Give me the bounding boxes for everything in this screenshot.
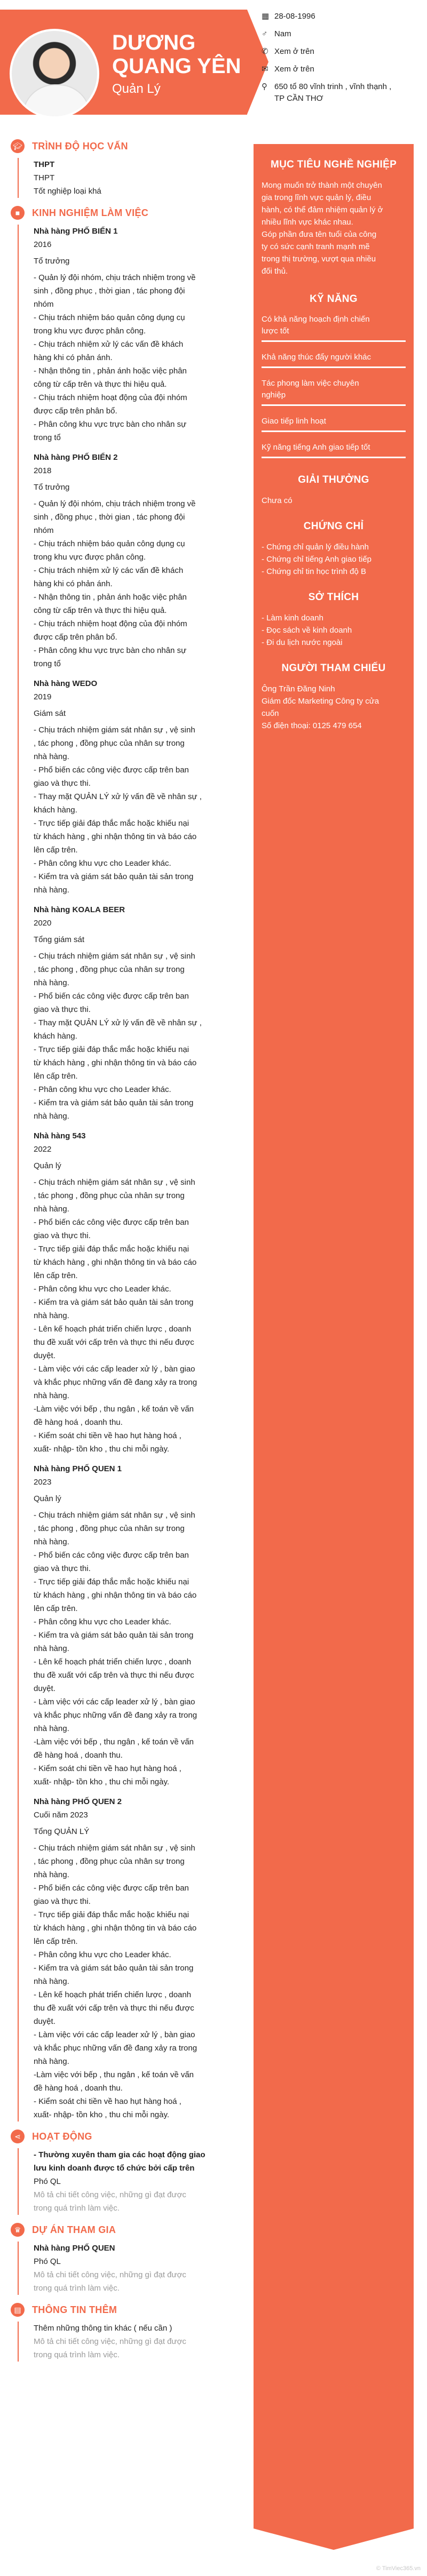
skill-bar — [262, 366, 406, 368]
job-duty-line: - Chịu trách nhiệm hoạt động của đội nhóm — [34, 393, 187, 402]
job-position: Quản lý — [34, 1494, 61, 1503]
job-duty-line: - Chịu trách nhiệm xử lý các vấn đề khách — [34, 340, 184, 349]
skill-item: Có khả năng hoạch định chiến lược tốt — [262, 314, 406, 342]
job-duty-line: từ khách hàng , ghi nhận thông tin và báo cáo — [34, 1058, 197, 1067]
job-company: Nhà hàng PHỐ QUEN 2 — [34, 1797, 122, 1806]
job-duty-line: nhà hàng. — [34, 1391, 69, 1400]
job-duty-line: , tác phong , đồng phục của nhân sự trong — [34, 1857, 185, 1866]
job-duty-line: xuất- nhập- tồn kho , thu chi mỗi ngày. — [34, 1777, 170, 1787]
job-duty-line: - Chịu trách nhiệm báo quản công dụng cụ — [34, 313, 185, 322]
job-duty-line: - Kiểm tra và giám sát bảo quản tài sản trong — [34, 1298, 194, 1307]
job-duty-line: - Trực tiếp giải đáp thắc mắc hoặc khiếu nại — [34, 1245, 189, 1254]
job-duty-line: - Trực tiếp giải đáp thắc mắc hoặc khiếu nại — [34, 819, 189, 828]
job-duty-line: đề hàng hoá , doanh thu. — [34, 1418, 123, 1427]
job-position: Tổng giám sát — [34, 935, 85, 944]
job-position: Giám sát — [34, 709, 66, 718]
job-duty-line: - Phân công khu vực cho Leader khác. — [34, 1617, 171, 1626]
job-company: Nhà hàng KOALA BEER — [34, 905, 125, 914]
job-year: 2020 — [34, 919, 52, 928]
right-column-arrow — [254, 2529, 414, 2550]
job-duty-line: nhà hàng. — [34, 2057, 69, 2066]
job-duty-line: duyệt. — [34, 1351, 56, 1360]
job-duty-line: lên cấp trên. — [34, 1604, 78, 1613]
job-duty-line: - Phân công khu vực cho Leader khác. — [34, 859, 171, 868]
contact-gender: ♂ Nam — [262, 28, 411, 40]
job-company: Nhà hàng PHỐ QUEN 1 — [34, 1464, 122, 1473]
job-duty-line: đề hàng hoá , doanh thu. — [34, 1751, 123, 1760]
skills-title: KỸ NĂNG — [310, 293, 358, 305]
job-duty-line: nhà hàng. — [34, 1112, 69, 1121]
job-duty-line: và khắc phục những vấn đề đang xảy ra trong — [34, 2044, 197, 2053]
job-duty-line: duyệt. — [34, 1684, 56, 1693]
job-year: 2018 — [34, 466, 52, 475]
skill-bar — [262, 457, 406, 458]
projects-section: ♛ DỰ ÁN THAM GIA Nhà hàng PHỐ QUEN Phó QL Mô tả chi tiết công việc, những gì đạt được trong quá trình làm việc. — [11, 2222, 235, 2295]
job-duty-line: lên cấp trên. — [34, 846, 78, 855]
job-duty-line: từ khách hàng , ghi nhận thông tin và báo cáo — [34, 1258, 197, 1267]
more-info-title: THÔNG TIN THÊM — [32, 2304, 117, 2315]
job-duty-line: - Phổ biến các công việc được cấp trên ban — [34, 765, 189, 775]
job-entry — [34, 1123, 235, 1456]
job-duty-line: nhà hàng. — [34, 1537, 69, 1546]
job-position: Tổ trưởng — [34, 483, 70, 492]
awards-title: GIẢI THƯỞNG — [298, 474, 369, 485]
job-duty-line: - Trực tiếp giải đáp thắc mắc hoặc khiếu nại — [34, 1577, 189, 1586]
candidate-role: Quản Lý — [112, 82, 161, 96]
job-duty-line: từ khách hàng , ghi nhận thông tin và báo cáo — [34, 1924, 197, 1933]
job-duty-line: nhóm — [34, 300, 54, 309]
job-duty-line: , tác phong , đồng phục của nhân sự trong — [34, 965, 185, 974]
job-duty-line: - Chịu trách nhiệm giám sát nhân sự , vệ sinh — [34, 952, 195, 961]
briefcase-icon: ■ — [11, 206, 25, 220]
job-duty-line: nhà hàng. — [34, 1977, 69, 1986]
skill-bar — [262, 430, 406, 432]
job-duty-line: - Phổ biến các công việc được cấp trên ban — [34, 1551, 189, 1560]
job-position: Tổ trưởng — [34, 257, 70, 266]
job-duty-line: - Phân công khu vực cho Leader khác. — [34, 1085, 171, 1094]
job-duty-line: - Kiểm tra và giám sát bảo quản tài sản trong — [34, 1098, 194, 1107]
activities-title: HOẠT ĐỘNG — [32, 2131, 92, 2142]
email-icon: ✉ — [262, 65, 268, 74]
job-duty-line: giao và thực thi. — [34, 779, 91, 788]
experience-section — [11, 205, 235, 2122]
job-year: 2023 — [34, 1478, 52, 1487]
job-duty-line: - Kiểm tra và giám sát bảo quản tài sản trong — [34, 1964, 194, 1973]
job-duty-line: - Lên kế hoạch phát triển chiến lược , doanh — [34, 1657, 192, 1666]
job-duty-line: thu đề xuất với cấp trên và thực thi nếu được — [34, 2004, 194, 2013]
job-duty-line: - Nhận thông tin , phản ánh hoặc việc phân — [34, 366, 187, 376]
education-title: TRÌNH ĐỘ HỌC VẤN — [32, 140, 128, 151]
job-duty-line: xuất- nhập- tồn kho , thu chi mỗi ngày. — [34, 2110, 170, 2119]
job-duty-line: sinh , đồng phục , thời gian , tác phong đội — [34, 286, 185, 296]
gender-icon: ♂ — [262, 29, 268, 38]
job-company: Nhà hàng PHỐ BIỂN 2 — [34, 453, 118, 462]
job-duty-line: hàng khi có phản ánh. — [34, 579, 113, 588]
job-duty-line: thu đề xuất với cấp trên và thực thi nếu được — [34, 1671, 194, 1680]
job-duty-line: giao và thực thi. — [34, 1564, 91, 1573]
job-duty-line: trong tổ — [34, 659, 61, 668]
job-duty-line: nhóm — [34, 526, 54, 535]
job-duty-line: nhà hàng. — [34, 1644, 69, 1653]
job-duty-line: , tác phong , đồng phục của nhân sự trong — [34, 1191, 185, 1200]
job-duty-line: nhà hàng. — [34, 1205, 69, 1214]
job-duty-line: - Chịu trách nhiệm giám sát nhân sự , vệ sinh — [34, 1844, 195, 1853]
job-duty-line: - Chịu trách nhiệm giám sát nhân sự , vệ sinh — [34, 725, 195, 735]
job-duty-line: - Kiểm tra và giám sát bảo quản tài sản trong — [34, 872, 194, 881]
activities-section: ⋖ HOẠT ĐỘNG - Thường xuyên tham gia các hoạt động giao lưu kinh doanh được tổ chức bởi cấp trên Phó QL Mô tả chi tiết công việc, những gì đạt được trong quá trình làm việc. — [11, 2129, 235, 2215]
job-duty-line: - Phân công khu vực trực bàn cho nhân sự — [34, 646, 187, 655]
skill-item: Kỹ năng tiếng Anh giao tiếp tốt — [262, 442, 406, 458]
job-year: 2016 — [34, 240, 52, 249]
skill-bar — [262, 404, 406, 406]
job-company: Nhà hàng WEDO — [34, 679, 98, 688]
job-duty-line: giao và thực thi. — [34, 1231, 91, 1240]
job-duty-line: lên cấp trên. — [34, 1271, 78, 1280]
job-duty-line: sinh , đồng phục , thời gian , tác phong đội — [34, 513, 185, 522]
objective-text: Mong muốn trở thành một chuyên gia trong lĩnh vực quản lý, điều hành, có thể đảm nhiệm quản lý ở nhiều lĩnh vực khác nhau. Góp phần đưa tên tuổi của công ty có sức cạnh tranh mạnh mẽ trong thị trường, vượt qua nhiều đối thủ. — [262, 181, 383, 276]
job-duty-line: - Kiểm soát chi tiền về hao hụt hàng hoá , — [34, 2097, 181, 2106]
job-duty-line: - Quản lý đội nhóm, chịu trách nhiệm trong về — [34, 273, 196, 282]
job-duty-line: và khắc phục những vấn đề đang xảy ra trong — [34, 1378, 197, 1387]
education-section: 🎓︎ TRÌNH ĐỘ HỌC VẤN THPT THPT Tốt nghiệp loại khá — [11, 139, 235, 198]
job-duty-line: trong khu vực được phân công. — [34, 553, 146, 562]
certificates-text: - Chứng chỉ quản lý điều hành - Chứng chỉ tiếng Anh giao tiếp - Chứng chỉ tin học trình độ B — [262, 543, 372, 576]
right-column — [262, 150, 406, 732]
job-duty-line: hàng khi có phản ánh. — [34, 353, 113, 362]
job-duty-line: - Quản lý đội nhóm, chịu trách nhiệm trong về — [34, 499, 196, 508]
job-company: Nhà hàng 543 — [34, 1131, 86, 1141]
job-duty-line: - Phân công khu vực cho Leader khác. — [34, 1285, 171, 1294]
job-duty-line: - Làm việc với các cấp leader xử lý , bàn giao — [34, 1365, 195, 1374]
job-duty-line: - Lên kế hoạch phát triển chiến lược , doanh — [34, 1325, 192, 1334]
job-duty-line: lên cấp trên. — [34, 1072, 78, 1081]
job-position: Tổng QUẢN LÝ — [34, 1827, 90, 1836]
location-icon: ⚲ — [262, 82, 267, 91]
calendar-icon: ▦ — [262, 12, 270, 21]
job-duty-line: khách hàng. — [34, 806, 77, 815]
job-duty-line: - Kiểm soát chi tiền về hao hụt hàng hoá , — [34, 1431, 181, 1440]
job-duty-line: khách hàng. — [34, 1032, 77, 1041]
job-duty-line: duyệt. — [34, 2017, 56, 2026]
job-duty-line: , tác phong , đồng phục của nhân sự trong — [34, 1524, 185, 1533]
contact-dob: ▦ 28-08-1996 — [262, 11, 411, 22]
job-entry — [34, 1456, 235, 1789]
job-entry — [34, 1789, 235, 2122]
job-duty-line: - Chịu trách nhiệm giám sát nhân sự , vệ sinh — [34, 1178, 195, 1187]
hobbies-title: SỞ THÍCH — [308, 592, 359, 603]
contact-phone: ✆ Xem ở trên — [262, 46, 411, 58]
hobbies-text: - Làm kinh doanh - Đọc sách về kinh doanh - Đi du lịch nước ngoài — [262, 613, 352, 647]
job-duty-line: - Trực tiếp giải đáp thắc mắc hoặc khiếu nại — [34, 1045, 189, 1054]
reference-text: Ông Trần Đăng Ninh Giám đốc Marketing Công ty cửa cuốn Số điện thoại: 0125 479 654 — [262, 684, 379, 730]
job-duty-line: - Phổ biến các công việc được cấp trên ban — [34, 992, 189, 1001]
job-duty-line: nhà hàng. — [34, 886, 69, 895]
job-entry — [34, 225, 235, 444]
job-duty-line: -Làm việc với bếp , thu ngân , kế toán về vấn — [34, 2070, 194, 2079]
job-duty-line: - Chịu trách nhiệm xử lý các vấn đề khách — [34, 566, 184, 575]
skill-bar — [262, 340, 406, 342]
job-duty-line: công từ cấp trên và thực thi hiệu quả. — [34, 606, 167, 615]
job-duty-line: - Nhận thông tin , phản ánh hoặc việc phân — [34, 593, 187, 602]
job-duty-line: - Chịu trách nhiệm báo quản công dụng cụ — [34, 539, 185, 548]
job-duty-line: - Chịu trách nhiệm hoạt động của đội nhóm — [34, 619, 187, 628]
contact-email: ✉ Xem ở trên — [262, 63, 411, 75]
job-duty-line: - Thay mặt QUẢN LÝ xử lý vấn đề về nhân sự , — [34, 792, 202, 801]
job-duty-line: nhà hàng. — [34, 1311, 69, 1320]
footer-watermark: © TimViec365.vn — [376, 2565, 421, 2572]
contact-address: ⚲ 650 tổ 80 vĩnh trinh , vĩnh thạnh , TP CẦN THƠ — [262, 82, 392, 103]
avatar — [10, 29, 99, 118]
certificates-title: CHỨNG CHỈ — [303, 521, 364, 532]
job-duty-line: nhà hàng. — [34, 1724, 69, 1733]
job-duty-line: trong khu vực được phân công. — [34, 326, 146, 336]
objective-title: MỤC TIÊU NGHỀ NGHIỆP — [270, 159, 397, 170]
job-duty-line: - Làm việc với các cấp leader xử lý , bàn giao — [34, 2030, 195, 2039]
job-duty-line: và khắc phục những vấn đề đang xảy ra trong — [34, 1711, 197, 1720]
document-icon: ▤ — [11, 2303, 25, 2317]
reference-title: NGƯỜI THAM CHIẾU — [281, 663, 386, 674]
job-duty-line: nhà hàng. — [34, 978, 69, 987]
job-duty-line: - Phân công khu vực trực bàn cho nhân sự — [34, 420, 187, 429]
job-entry — [34, 444, 235, 671]
job-duty-line: - Thay mặt QUẢN LÝ xử lý vấn đề về nhân sự , — [34, 1018, 202, 1027]
skill-item: Tác phong làm việc chuyên nghiệp — [262, 378, 406, 406]
skill-item: Khả năng thúc đẩy người khác — [262, 352, 406, 368]
left-column — [11, 139, 235, 2369]
job-duty-line: , tác phong , đồng phục của nhân sự trong — [34, 739, 185, 748]
projects-title: DỰ ÁN THAM GIA — [32, 2224, 116, 2235]
job-duty-line: - Phổ biến các công việc được cấp trên ban — [34, 1884, 189, 1893]
job-duty-line: nhà hàng. — [34, 752, 69, 761]
job-duty-line: -Làm việc với bếp , thu ngân , kế toán về vấn — [34, 1405, 194, 1414]
job-duty-line: - Trực tiếp giải đáp thắc mắc hoặc khiếu nại — [34, 1910, 189, 1919]
job-duty-line: xuất- nhập- tồn kho , thu chi mỗi ngày. — [34, 1445, 170, 1454]
job-duty-line: giao và thực thi. — [34, 1005, 91, 1014]
job-duty-line: - Kiểm tra và giám sát bảo quản tài sản trong — [34, 1631, 194, 1640]
job-company: Nhà hàng PHỐ BIỂN 1 — [34, 227, 118, 236]
job-entry — [34, 671, 235, 897]
job-duty-line: từ khách hàng , ghi nhận thông tin và báo cáo — [34, 832, 197, 841]
awards-text: Chưa có — [262, 496, 292, 505]
job-year: 2019 — [34, 692, 52, 701]
phone-icon: ✆ — [262, 47, 268, 56]
job-duty-line: được cấp trên phân bổ. — [34, 633, 117, 642]
experience-list — [18, 225, 235, 2122]
contact-info — [262, 11, 411, 110]
job-duty-line: lên cấp trên. — [34, 1937, 78, 1946]
skill-item: Giao tiếp linh hoạt — [262, 416, 406, 432]
header-band — [0, 10, 247, 115]
job-duty-line: được cấp trên phân bổ. — [34, 406, 117, 416]
share-icon: ⋖ — [11, 2130, 25, 2143]
job-duty-line: - Phân công khu vực cho Leader khác. — [34, 1950, 171, 1959]
job-duty-line: công từ cấp trên và thực thi hiệu quả. — [34, 380, 167, 389]
job-duty-line: - Phổ biến các công việc được cấp trên ban — [34, 1218, 189, 1227]
job-duty-line: đề hàng hoá , doanh thu. — [34, 2084, 123, 2093]
more-info-section: ▤ THÔNG TIN THÊM Thêm những thông tin khác ( nếu cần ) Mô tả chi tiết công việc, những gì đạt được trong quá trình làm việc. — [11, 2302, 235, 2362]
job-duty-line: - Làm việc với các cấp leader xử lý , bàn giao — [34, 1697, 195, 1706]
job-year: 2022 — [34, 1145, 52, 1154]
job-duty-line: trong tổ — [34, 433, 61, 442]
job-duty-line: thu đề xuất với cấp trên và thực thi nếu được — [34, 1338, 194, 1347]
candidate-name: DƯƠNG QUANG YÊN — [112, 31, 241, 78]
job-duty-line: nhà hàng. — [34, 1870, 69, 1879]
experience-title: KINH NGHIỆM LÀM VIỆC — [32, 207, 149, 218]
job-duty-line: - Lên kế hoạch phát triển chiến lược , doanh — [34, 1990, 192, 1999]
job-duty-line: giao và thực thi. — [34, 1897, 91, 1906]
trophy-icon: ♛ — [11, 2223, 25, 2237]
job-year: Cuối năm 2023 — [34, 1811, 88, 1820]
job-duty-line: -Làm việc với bếp , thu ngân , kế toán về vấn — [34, 1737, 194, 1746]
job-duty-line: - Kiểm soát chi tiền về hao hụt hàng hoá , — [34, 1764, 181, 1773]
job-duty-line: - Chịu trách nhiệm giám sát nhân sự , vệ sinh — [34, 1511, 195, 1520]
job-entry — [34, 897, 235, 1123]
job-duty-line: từ khách hàng , ghi nhận thông tin và báo cáo — [34, 1591, 197, 1600]
job-position: Quản lý — [34, 1161, 61, 1170]
graduation-cap-icon: 🎓︎ — [11, 139, 25, 153]
